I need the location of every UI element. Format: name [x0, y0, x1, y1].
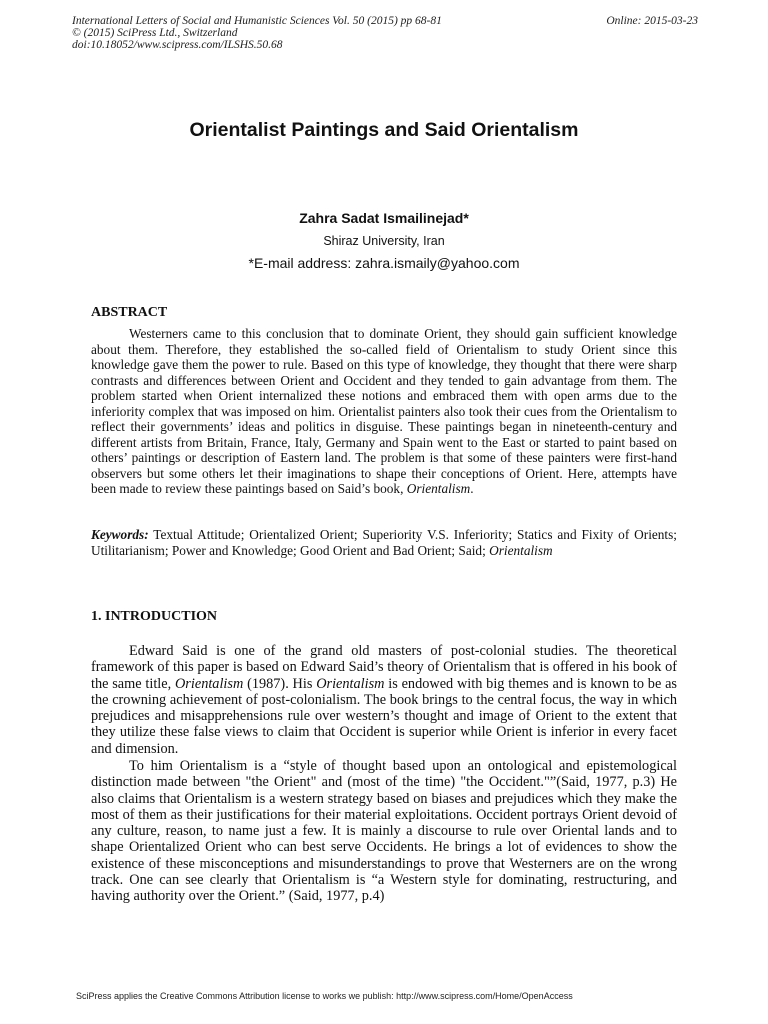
author-affiliation: Shiraz University, Iran [323, 234, 445, 248]
keywords: Keywords: Textual Attitude; Orientalized Orient; Superiority V.S. Inferiority; Statics and Fixity of Orients; Utilitarianism; Power and Knowledge; Good Orient and Bad Orient; Said; Orientalism [91, 527, 677, 558]
introduction-paragraph-1: Edward Said is one of the grand old masters of post-colonial studies. The theoretical framework of this paper is based on Edward Said’s theory of Orientalism that is offered in his book of the same title, Orientalism (1987). His Orientalism is endowed with big themes and is known to be as the crowning achievement of post-colonialism. The book brings to the central focus, the way in which prejudices and misapprehensions rule over western’s thought and image of Orient to the extent that they utilize these false views to claim that Occident is superior while Orient is inferior in every facet and dimension. [91, 643, 677, 757]
journal-citation: International Letters of Social and Humanistic Sciences Vol. 50 (2015) pp 68-81 [72, 15, 442, 27]
running-header [72, 15, 698, 51]
doi-line: doi:10.18052/www.scipress.com/ILSHS.50.68 [72, 39, 283, 51]
abstract-text: Westerners came to this conclusion that to dominate Orient, they should gain sufficient knowledge about them. Therefore, they established the so-called field of Orientalism to study Orient since this knowledge gave them the power to rule. Based on this type of knowledge, they thought that there were sharp contrasts and differences between Orient and Occident and they tended to gain advantage from them. The problem started when Orient internalized these notions and embraced them with open arms due to the inferiority complex that was imposed on him. Orientalist painters also took their cues from the Orientalism to reflect their governments’ ideas and politics in disguise. These paintings began in nineteenth-century and different artists from Britain, France, Italy, Germany and Spain went to the East or started to paint based on others’ paintings or description of Eastern land. The problem is that some of these painters were first-hand observers but some others let their imaginations to shape their conceptions of Orient. Here, attempts have been made to review these paintings based on Said’s book, Orientalism. [91, 326, 677, 496]
keywords-list: Textual Attitude; Orientalized Orient; Superiority V.S. Inferiority; Statics and Fixity of Orients; Utilitarianism; Power and Knowledge; Good Orient and Bad Orient; Said; [91, 527, 677, 558]
author-email: *E-mail address: zahra.ismaily@yahoo.com [248, 255, 520, 271]
keywords-label: Keywords: [91, 527, 149, 542]
introduction-paragraph-2: To him Orientalism is a “style of thought based upon an ontological and epistemological distinction made between "the Orient" and (most of the time) "the Occident."”(Said, 1977, p.3) He also claims that Orientalism is a western strategy based on biases and prejudices which they make the most of them as their justifications for their material exploitations. Occident portrays Orient devoid of any culture, reason, to name just a few. It is mainly a discourse to rule over Oriental lands and to shape Orientalized Orient who can best serve Occidents. He brings a lot of evidences to show the existence of these misconceptions and misunderstandings to prove that Westerners are on the wrong track. One can see clearly that Orientalism is “a Western style for dominating, restructuring, and having authority over the Orient.” (Said, 1977, p.4) [91, 758, 677, 905]
section-heading-introduction: 1. INTRODUCTION [91, 609, 218, 624]
author-name: Zahra Sadat Ismailinejad* [299, 210, 469, 226]
abstract-heading: ABSTRACT [91, 305, 168, 320]
paper-title: Orientalist Paintings and Said Orientalism [189, 119, 579, 141]
copyright-line: © (2015) SciPress Ltd., Switzerland [72, 27, 238, 39]
license-footer: SciPress applies the Creative Commons Attribution license to works we publish: http://www.scipress.com/Home/OpenAccess [76, 991, 573, 1001]
online-date: Online: 2015-03-23 [606, 15, 698, 27]
